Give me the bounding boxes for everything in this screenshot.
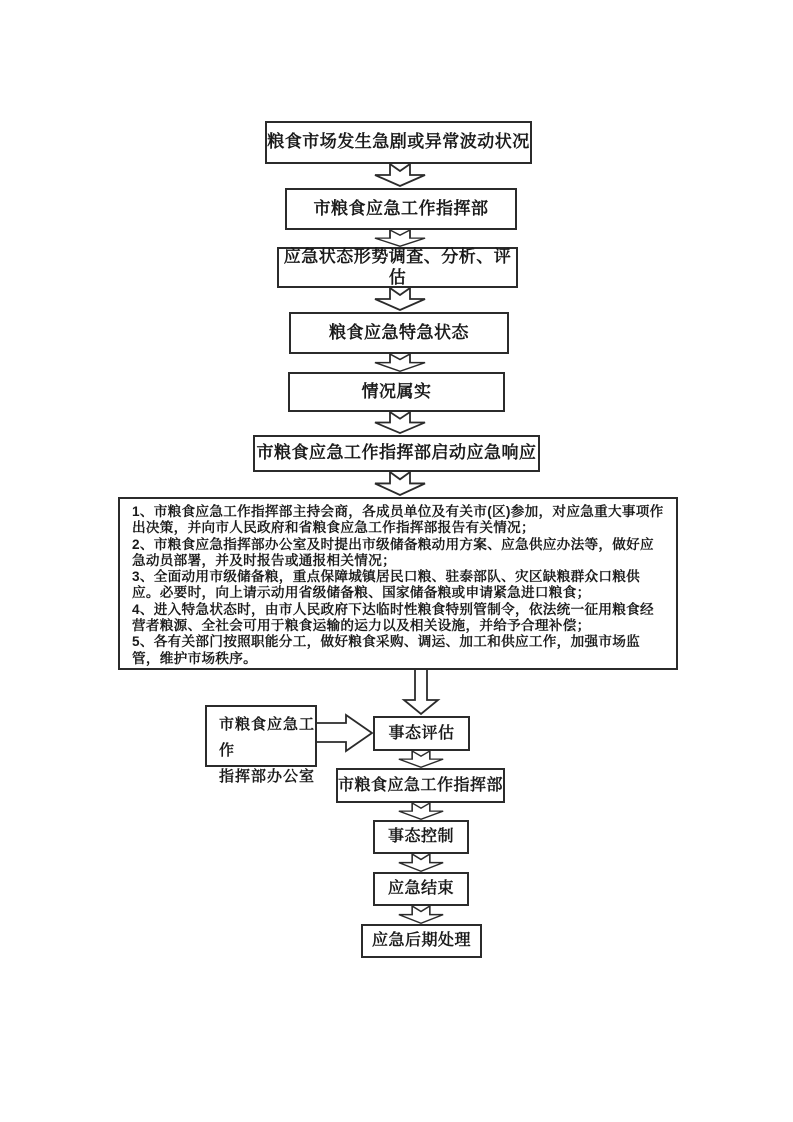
flow-box-response-measures <box>118 497 678 670</box>
flow-box-activate-response <box>253 435 540 472</box>
down-arrow-icon <box>398 854 444 872</box>
down-arrow-icon <box>374 354 426 372</box>
down-arrow-icon <box>374 164 426 187</box>
flow-box-situation-evaluation <box>373 716 470 751</box>
flow-box-label-line1: 市粮食应急工作 <box>219 716 316 759</box>
flow-box-command-center <box>285 188 517 230</box>
flow-box-situation-control <box>373 820 469 854</box>
flow-box-label: 应急状态形势调查、分析、评估 <box>283 247 512 287</box>
flow-box-critical-state <box>289 312 509 354</box>
flow-box-command-office <box>205 705 317 785</box>
flow-box-label: 粮食市场发生急剧或异常波动状况 <box>267 132 530 152</box>
measure-item-1: 1、市粮食应急工作指挥部主持会商，各成员单位及有关市(区)参加，对应急重大事项作出决策，并向市人民政府和省粮食应急工作指挥部报告有关情况； <box>132 504 664 536</box>
down-arrow-icon <box>398 751 444 768</box>
measure-item-3: 3、全面动用市级储备粮，重点保障城镇居民口粮、驻泰部队、灾区缺粮群众口粮供应。必要时，向上请示动用省级储备粮、国家储备粮或申请紧急进口粮食； <box>132 569 641 601</box>
flow-box-post-emergency <box>361 924 482 958</box>
down-arrow-icon <box>398 803 444 820</box>
long-down-arrow-icon <box>403 670 439 715</box>
flow-box-label: 市粮食应急工作指挥部 <box>338 776 504 794</box>
flow-box-label-line2: 指挥部办公室 <box>219 768 316 785</box>
flow-box-label: 事态评估 <box>388 724 455 742</box>
flow-box-label: 事态控制 <box>387 828 454 846</box>
flow-box-label: 粮食应急特急状态 <box>329 322 469 342</box>
flow-box-market-fluctuation <box>265 121 532 164</box>
down-arrow-icon <box>374 288 426 311</box>
flow-box-command-center-2 <box>336 768 505 803</box>
flow-box-label: 应急后期处理 <box>371 932 471 950</box>
down-arrow-icon <box>398 906 444 924</box>
flow-box-label: 应急结束 <box>387 880 454 898</box>
measure-item-4: 4、进入特急状态时，由市人民政府下达临时性粮食特别管制令，依法统一征用粮食经营者粮源、全社会可用于粮食运输的运力以及相关设施，并给予合理补偿； <box>132 601 654 634</box>
flow-box-situation-confirmed <box>288 372 505 412</box>
measure-item-5: 5、各有关部门按照职能分工，做好粮食采购、调运、加工和供应工作，加强市场监管，维护市场秩序。 <box>132 634 641 666</box>
flow-box-situation-assessment <box>277 247 518 288</box>
flow-box-label: 市粮食应急工作指挥部 <box>313 198 489 218</box>
right-arrow-icon <box>317 714 373 752</box>
flow-box-label: 情况属实 <box>361 381 432 401</box>
down-arrow-icon <box>374 230 426 247</box>
flow-box-emergency-end <box>373 872 469 906</box>
flow-box-label: 市粮食应急工作指挥部启动应急响应 <box>256 443 537 463</box>
measure-item-2: 2、市粮食应急指挥部办公室及时提出市级储备粮动用方案、应急供应办法等，做好应急动员部署，并及时报告或通报相关情况； <box>132 536 654 568</box>
down-arrow-icon <box>374 472 426 496</box>
down-arrow-icon <box>374 412 426 434</box>
